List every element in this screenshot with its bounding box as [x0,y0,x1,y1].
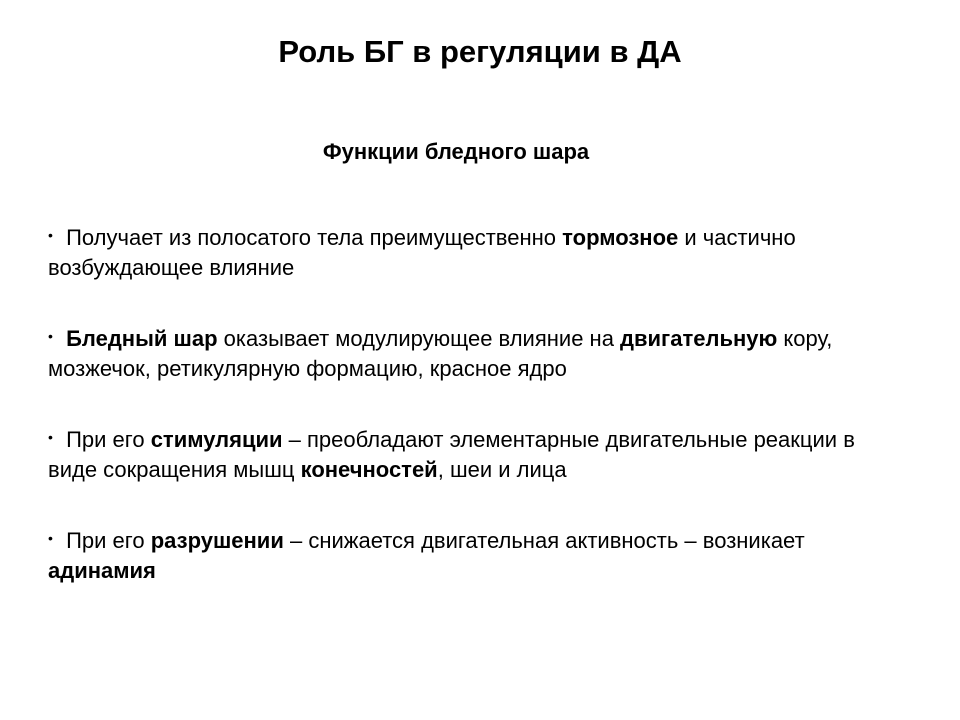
bullet-bold-term: стимуляции [150,427,283,452]
bullet-item-2 [48,321,908,384]
bullet-bold-term: разрушении [150,528,284,553]
bullet-bold-term: адинамия [48,558,156,583]
bullet-text: – преобладают элементарные двигательные реакции в виде сокращения мышц [48,427,855,482]
bullet-bold-term: Бледный шар [60,326,218,351]
bullet-item-3 [48,422,908,485]
bullet-text: При его [60,427,151,452]
bullet-bold-term: тормозное [562,225,679,250]
bullet-dot-icon: • [48,530,53,546]
bullet-text: , шеи и лица [437,457,567,482]
bullet-dot-icon: • [48,328,53,344]
bullet-text: – снижается двигательная активность – возникает [283,528,805,553]
bullet-bold-term: конечностей [300,457,438,482]
slide-subtitle: Функции бледного шара [322,139,590,164]
bullet-text: и частично возбуждающее влияние [48,225,796,280]
bullet-item-1 [48,220,908,283]
bullet-item-4 [48,523,908,586]
bullet-dot-icon: • [48,429,53,445]
bullet-dot-icon: • [48,227,53,243]
bullet-text: Получает из полосатого тела преимущественно [60,225,563,250]
bullet-text: При его [60,528,151,553]
bullet-text: кору, мозжечок, ретикулярную формацию, красное ядро [48,326,833,381]
bullet-text: оказывает модулирующее влияние на [217,326,621,351]
bullet-list [48,220,908,624]
slide-title: Роль БГ в регуляции в ДА [278,34,682,69]
bullet-bold-term: двигательную [620,326,778,351]
